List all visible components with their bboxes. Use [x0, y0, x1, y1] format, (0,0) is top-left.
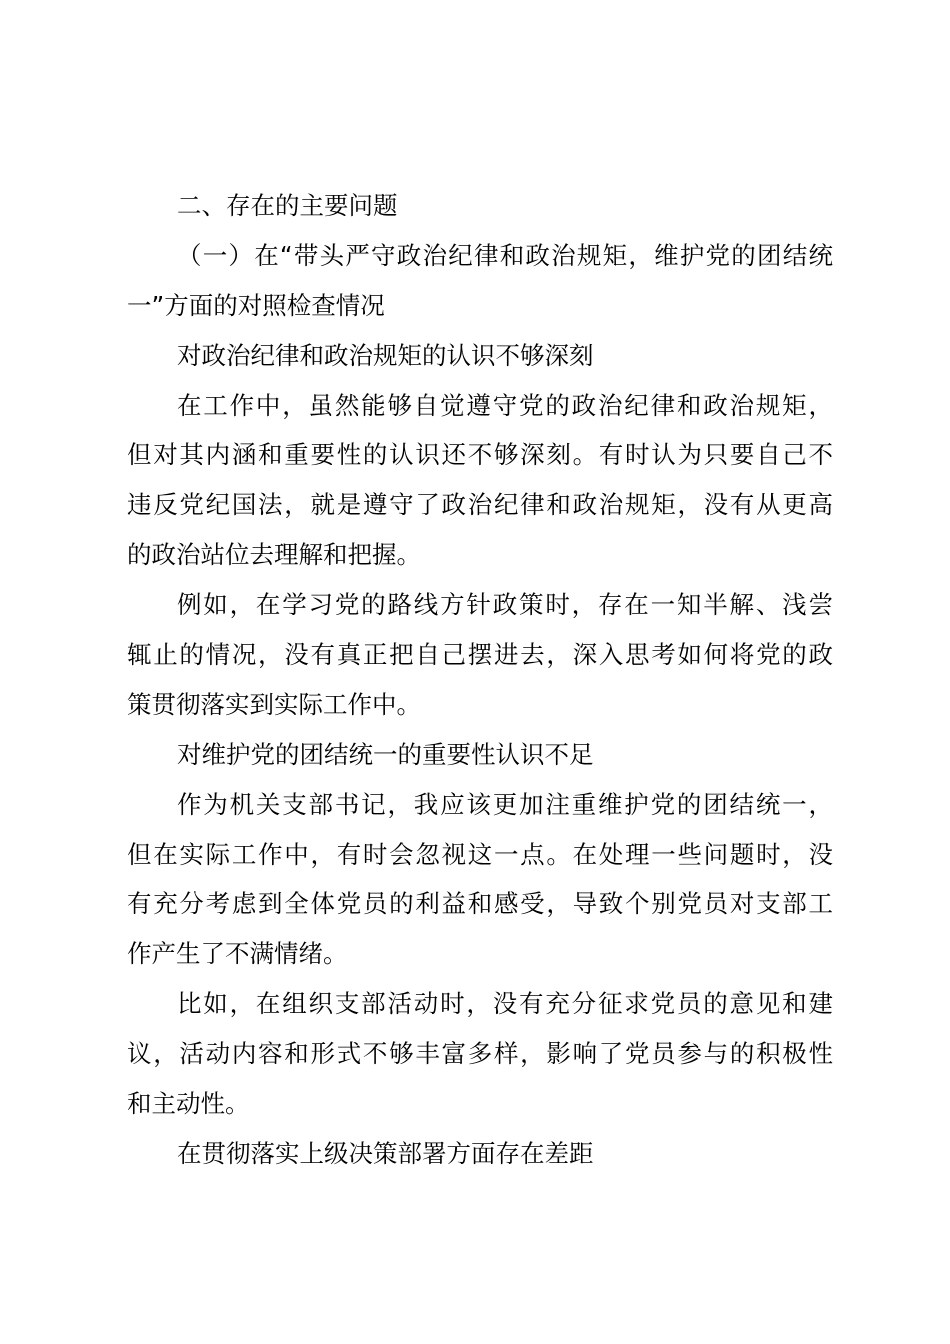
document-body — [127, 181, 833, 1179]
paragraph-line: 辄止的情况，没有真正把自己摆进去，深入思考如何将党的政 — [127, 640, 833, 670]
paragraph-line: 的政治站位去理解和把握。 — [127, 540, 421, 570]
paragraph-line: 有充分考虑到全体党员的利益和感受，导致个别党员对支部工 — [127, 889, 833, 919]
paragraph-line: 比如，在组织支部活动时，没有充分征求党员的意见和建 — [177, 989, 833, 1019]
paragraph-line: 但对其内涵和重要性的认识还不够深刻。有时认为只要自己不 — [127, 440, 833, 470]
section-heading: 二、存在的主要问题 — [177, 191, 398, 220]
paragraph-line: 策贯彻落实到实际工作中。 — [127, 689, 421, 719]
paragraph-line: 在工作中，虽然能够自觉遵守党的政治纪律和政治规矩， — [177, 390, 833, 420]
paragraph-line: 议，活动内容和形式不够丰富多样，影响了党员参与的积极性 — [127, 1039, 833, 1069]
paragraph-line: 作产生了不满情绪。 — [127, 939, 348, 969]
subsection-heading-line: （一）在“带头严守政治纪律和政治规矩，维护党的团结统 — [177, 240, 833, 270]
topic-heading: 在贯彻落实上级决策部署方面存在差距 — [177, 1138, 594, 1168]
topic-heading: 对政治纪律和政治规矩的认识不够深刻 — [177, 340, 594, 370]
paragraph-line: 但在实际工作中，有时会忽视这一点。在处理一些问题时，没 — [127, 839, 833, 869]
subsection-heading-line: 一”方面的对照检查情况 — [127, 290, 385, 320]
topic-heading: 对维护党的团结统一的重要性认识不足 — [177, 739, 594, 769]
paragraph-line: 例如，在学习党的路线方针政策时，存在一知半解、浅尝 — [177, 590, 833, 620]
paragraph-line: 作为机关支部书记，我应该更加注重维护党的团结统一， — [177, 789, 833, 819]
paragraph-line: 和主动性。 — [127, 1089, 250, 1119]
paragraph-line: 违反党纪国法，就是遵守了政治纪律和政治规矩，没有从更高 — [127, 490, 833, 520]
